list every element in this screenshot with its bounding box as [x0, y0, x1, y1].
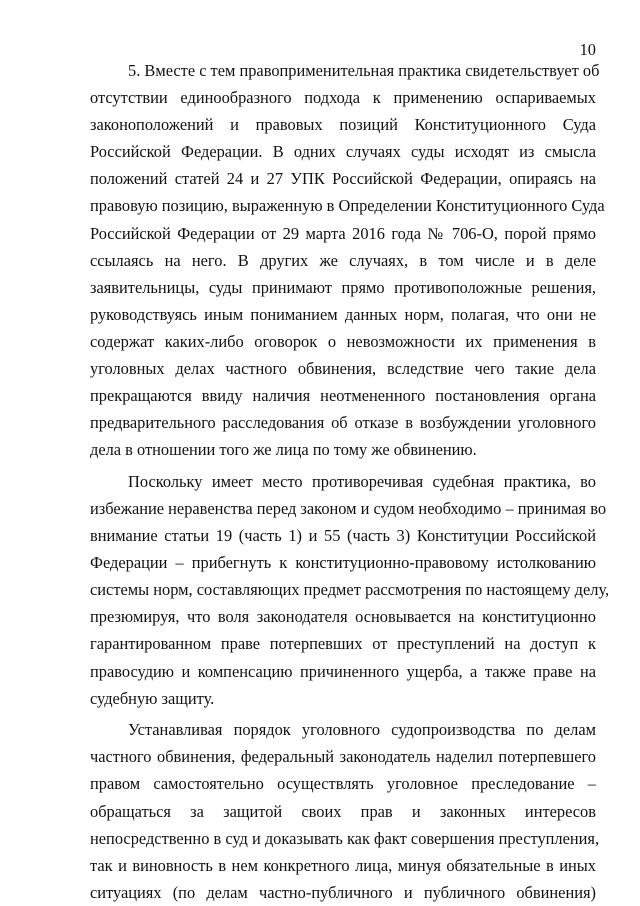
page-number: 10	[579, 40, 596, 59]
text-line: прекращаются ввиду наличия неотмененного постановления органа	[90, 386, 596, 406]
text-line: так и виновность в нем конкретного лица, минуя обязательные в иных	[90, 855, 596, 875]
text-line: отсутствии единообразного подхода к применению оспариваемых	[90, 88, 596, 108]
text-line: правом самостоятельно осуществлять уголовное преследование –	[90, 774, 596, 794]
text-line: содержат каких-либо оговорок о невозможности их применения в	[90, 331, 596, 351]
text-line: обращаться за защитой своих прав и законных интересов	[90, 801, 596, 821]
text-line: Российской Федерации от 29 марта 2016 года № 706-О, порой прямо	[90, 223, 596, 243]
text-line: положений статей 24 и 27 УПК Российской Федерации, опираясь на	[90, 169, 596, 189]
paragraph-3	[90, 716, 600, 906]
text-line: правовую позицию, выраженную в Определении Конституционного Суда	[90, 196, 605, 216]
text-line: судебную защиту.	[90, 688, 215, 708]
text-line: гарантированном праве потерпевших от преступлений на доступ к	[90, 634, 596, 654]
text-line: дела в отношении того же лица по тому же обвинению.	[90, 440, 477, 460]
text-line: презюмируя, что воля законодателя основывается на конституционно	[90, 607, 596, 627]
text-line: ситуациях (по делам частно-публичного и публичного обвинения)	[90, 882, 596, 902]
text-line: заявительницы, суды принимают прямо противоположные решения,	[90, 277, 596, 297]
text-line: системы норм, составляющих предмет рассмотрения по настоящему делу,	[90, 580, 610, 600]
text-line: ссылаясь на него. В других же случаях, в том числе и в деле	[90, 250, 596, 270]
text-line: Федерации – прибегнуть к конституционно-правовому истолкованию	[90, 553, 596, 573]
paragraph-1	[90, 57, 605, 463]
text-line: внимание статьи 19 (часть 1) и 55 (часть 3) Конституции Российской	[90, 526, 596, 546]
text-line: 5. Вместе с тем правоприменительная практика свидетельствует об	[128, 61, 600, 80]
text-line: Устанавливая порядок уголовного судопроизводства по делам	[128, 720, 596, 740]
text-line: Поскольку имеет место противоречивая судебная практика, во	[128, 471, 596, 491]
text-line: частного обвинения, федеральный законодатель наделил потерпевшего	[90, 747, 596, 767]
document-body	[90, 57, 610, 906]
text-line: руководствуясь иным пониманием данных норм, полагая, что они не	[90, 304, 596, 324]
text-line: законоположений и правовых позиций Конституционного Суда	[90, 115, 596, 135]
paragraph-2	[90, 468, 610, 712]
text-line: непосредственно в суд и доказывать как факт совершения преступления,	[90, 828, 600, 848]
text-line: уголовных делах частного обвинения, вследствие чего такие дела	[90, 359, 596, 379]
text-line: предварительного расследования об отказе в возбуждении уголовного	[90, 413, 596, 433]
text-line: Российской Федерации. В одних случаях суды исходят из смысла	[90, 142, 596, 162]
text-line: правосудию и компенсацию причиненного ущерба, а также праве на	[90, 661, 596, 681]
text-line: избежание неравенства перед законом и судом необходимо – принимая во	[90, 499, 607, 518]
